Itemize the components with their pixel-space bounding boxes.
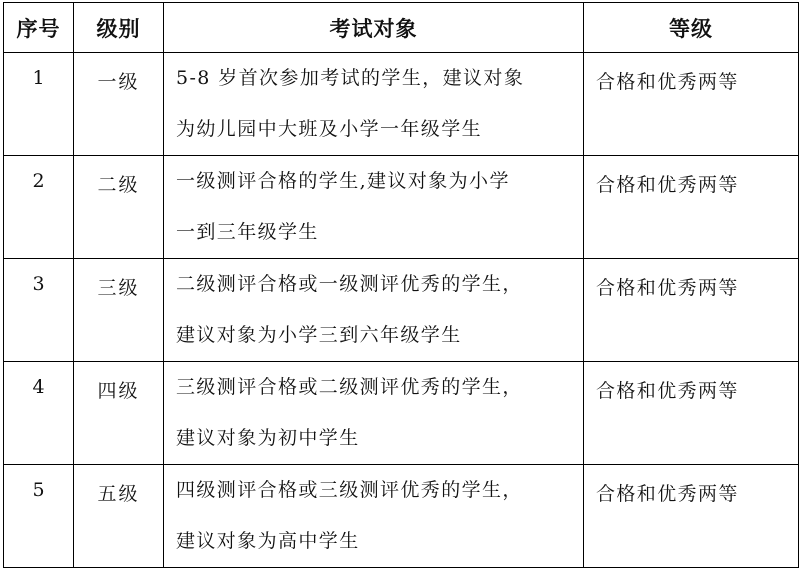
row-target bbox=[164, 465, 584, 568]
row-target-line: 三级测评合格或二级测评优秀的学生， bbox=[176, 376, 523, 398]
header-grade: 等级 bbox=[584, 3, 799, 53]
row-target bbox=[164, 259, 584, 362]
row-grade: 合格和优秀两等 bbox=[584, 156, 799, 259]
header-target: 考试对象 bbox=[164, 3, 584, 53]
row-grade: 合格和优秀两等 bbox=[584, 53, 799, 156]
row-target-line: 5-8 岁首次参加考试的学生，建议对象 bbox=[176, 67, 525, 89]
row-number: 1 bbox=[4, 53, 74, 156]
row-target-line: 四级测评合格或三级测评优秀的学生， bbox=[176, 479, 523, 501]
table-row bbox=[4, 53, 799, 156]
table-header-row bbox=[4, 3, 799, 53]
table-row bbox=[4, 465, 799, 568]
row-level: 二级 bbox=[74, 156, 164, 259]
row-target-line: 一级测评合格的学生,建议对象为小学 bbox=[176, 170, 510, 192]
row-target bbox=[164, 362, 584, 465]
row-number: 2 bbox=[4, 156, 74, 259]
table-row bbox=[4, 156, 799, 259]
row-level: 五级 bbox=[74, 465, 164, 568]
exam-level-table bbox=[3, 2, 799, 568]
row-grade: 合格和优秀两等 bbox=[584, 465, 799, 568]
table-row bbox=[4, 259, 799, 362]
row-target-line: 一到三年级学生 bbox=[176, 221, 319, 243]
row-target-line: 二级测评合格或一级测评优秀的学生， bbox=[176, 273, 523, 295]
header-level: 级别 bbox=[74, 3, 164, 53]
row-level: 四级 bbox=[74, 362, 164, 465]
row-number: 3 bbox=[4, 259, 74, 362]
row-number: 4 bbox=[4, 362, 74, 465]
table-row bbox=[4, 362, 799, 465]
header-number: 序号 bbox=[4, 3, 74, 53]
row-target bbox=[164, 156, 584, 259]
row-target-line: 建议对象为小学三到六年级学生 bbox=[176, 324, 462, 346]
row-level: 一级 bbox=[74, 53, 164, 156]
row-number: 5 bbox=[4, 465, 74, 568]
row-target-line: 建议对象为初中学生 bbox=[176, 427, 360, 449]
row-target bbox=[164, 53, 584, 156]
row-grade: 合格和优秀两等 bbox=[584, 259, 799, 362]
row-target-line: 为幼儿园中大班及小学一年级学生 bbox=[176, 118, 483, 140]
row-grade: 合格和优秀两等 bbox=[584, 362, 799, 465]
row-level: 三级 bbox=[74, 259, 164, 362]
row-target-line: 建议对象为高中学生 bbox=[176, 530, 360, 552]
